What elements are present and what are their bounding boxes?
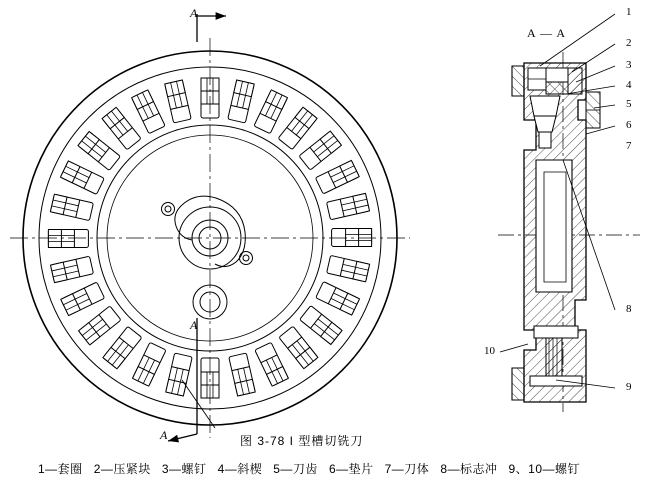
legend xyxy=(38,460,591,477)
callout-8: 8 xyxy=(626,303,632,315)
legend-item-8: 8—标志冲 xyxy=(440,462,498,476)
callout-10: 10 xyxy=(484,345,495,357)
figure-caption: 图 3-78 I 型槽切铣刀 xyxy=(240,434,364,448)
legend-item-7: 7—刀体 xyxy=(384,462,430,476)
legend-item-6: 6—垫片 xyxy=(328,462,374,476)
legend-item-1: 1—套圈 xyxy=(38,462,83,476)
section-view xyxy=(498,14,640,412)
callout-7: 7 xyxy=(626,140,632,152)
callout-4: 4 xyxy=(626,79,632,91)
callout-1: 1 xyxy=(626,6,632,18)
legend-item-9: 9、10—螺钉 xyxy=(508,462,581,476)
section-mark-top: A xyxy=(190,6,198,20)
section-mark-bottom-arrow: A xyxy=(160,428,168,442)
section-mark-bottom: A xyxy=(190,318,198,332)
callout-3: 3 xyxy=(626,59,632,71)
callout-5: 5 xyxy=(626,98,632,110)
legend-item-4: 4—斜楔 xyxy=(217,462,263,476)
face-view xyxy=(10,14,410,441)
legend-item-2: 2—压紧块 xyxy=(93,462,151,476)
callout-2: 2 xyxy=(626,37,632,49)
callout-6: 6 xyxy=(626,119,632,131)
legend-item-3: 3—螺钉 xyxy=(161,462,207,476)
legend-item-5: 5—刀齿 xyxy=(273,462,318,476)
section-title: A — A xyxy=(527,26,567,40)
callout-9: 9 xyxy=(626,381,632,393)
